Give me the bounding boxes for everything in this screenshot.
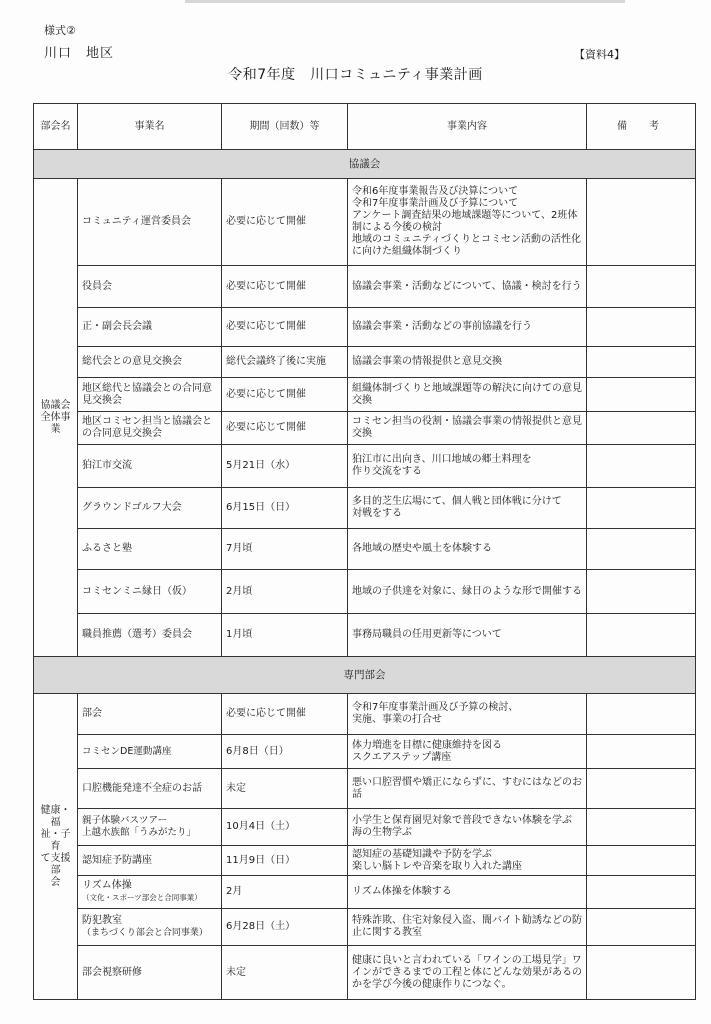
table-row <box>34 946 696 1000</box>
event-content: 特殊詐欺、住宅対象侵入盗、闇バイト勧誘などの防止に関する教室 <box>348 909 587 946</box>
event-name: 地区総代と協議会との合同意見交換会 <box>78 378 222 412</box>
event-name: 部会視察研修 <box>78 946 222 1000</box>
event-content: 事務局職員の任用更新等について <box>348 614 587 657</box>
event-name-sub: （文化・スポーツ部会と合同事業） <box>82 893 202 902</box>
event-name: 正・副会長会議 <box>78 308 222 347</box>
event-name: 認知症予防講座 <box>78 846 222 876</box>
event-name: 口腔機能発達不全症のお話 <box>78 769 222 809</box>
event-content: 令和7年度事業計画及び予算の検討、 実施、事業の打合せ <box>348 694 587 735</box>
event-period: 10月4日（土） <box>222 809 348 846</box>
section-header-row <box>34 657 696 694</box>
column-header: 備 考 <box>587 104 696 150</box>
district-label: 川口 地区 <box>44 46 115 61</box>
event-name: 職員推薦（選考）委員会 <box>78 614 222 657</box>
event-name: 狛江市交流 <box>78 445 222 488</box>
table-row <box>34 809 696 846</box>
table-row <box>34 909 696 946</box>
event-name: 地区コミセン担当と協議会との合同意見交換会 <box>78 412 222 445</box>
table-row <box>34 412 696 445</box>
event-period: 総代会議終了後に実施 <box>222 347 348 378</box>
event-note <box>587 694 696 735</box>
event-note <box>587 769 696 809</box>
event-period: 6月8日（日） <box>222 735 348 769</box>
event-content: 地域の子供達を対象に、縁日のような形で開催する <box>348 570 587 614</box>
event-content: 認知症の基礎知識や予防を学ぶ 楽しい脳トレや音楽を取り入れた講座 <box>348 846 587 876</box>
table-row <box>34 570 696 614</box>
event-content: 小学生と保育園児対象で普段できない体験を学ぶ 海の生物学ぶ <box>348 809 587 846</box>
column-header: 部会名 <box>34 104 78 150</box>
event-period: 必要に応じて開催 <box>222 378 348 412</box>
table-row <box>34 266 696 308</box>
table-row <box>34 488 696 529</box>
column-header: 事業内容 <box>348 104 587 150</box>
event-content: 悪い口腔習慣や矯正にならずに、すむにはなどのお話 <box>348 769 587 809</box>
event-note <box>587 378 696 412</box>
event-period: 5月21日（水） <box>222 445 348 488</box>
event-content: リズム体操を体験する <box>348 876 587 909</box>
column-header: 期間（回数）等 <box>222 104 348 150</box>
table-row <box>34 529 696 570</box>
event-period: 必要に応じて開催 <box>222 694 348 735</box>
table-row <box>34 308 696 347</box>
event-note <box>587 445 696 488</box>
table-row <box>34 876 696 909</box>
event-period: 未定 <box>222 769 348 809</box>
department-name: 協議会 全体事業 <box>34 179 78 657</box>
event-note <box>587 308 696 347</box>
event-period: 2月頃 <box>222 570 348 614</box>
event-content: 令和6年度事業報告及び決算について 令和7年度事業計画及び予算について アンケート調査結果の地域課題等について、2班体制による今後の検討 地域のコミュニティづくりとコミセン活動の活性化に向けた組織体制づくり <box>348 179 587 266</box>
event-period: 7月頃 <box>222 529 348 570</box>
event-content: 協議会事業・活動などについて、協議・検討を行う <box>348 266 587 308</box>
plan-table <box>33 103 696 1000</box>
event-period: 2月 <box>222 876 348 909</box>
form-number: 様式② <box>44 24 76 37</box>
section-header-row <box>34 150 696 179</box>
event-note <box>587 735 696 769</box>
event-period: 必要に応じて開催 <box>222 266 348 308</box>
event-name: 親子体験バスツアー 上越水族館「うみがたり」 <box>78 809 222 846</box>
event-name: 防犯教室 （まちづくり部会と合同事業） <box>78 909 222 946</box>
department-name: 健康・福 祉・子育 て支援部 会 <box>34 694 78 1000</box>
event-name: コミュニティ運営委員会 <box>78 179 222 266</box>
event-content: 組織体制づくりと地域課題等の解決に向けての意見交換 <box>348 378 587 412</box>
event-content: 健康に良いと言われている「ワインの工場見学」ワインができるまでの工程と体にどんな効果があるのかを学び今後の健康作りにつなぐ。 <box>348 946 587 1000</box>
event-note <box>587 570 696 614</box>
column-header: 事業名 <box>78 104 222 150</box>
event-name: 役員会 <box>78 266 222 308</box>
event-note <box>587 347 696 378</box>
event-content: 各地域の歴史や風土を体験する <box>348 529 587 570</box>
event-note <box>587 946 696 1000</box>
event-name: コミセンDE運動講座 <box>78 735 222 769</box>
header-row <box>34 104 696 150</box>
event-period: 1月頃 <box>222 614 348 657</box>
event-note <box>587 809 696 846</box>
event-note <box>587 846 696 876</box>
event-period: 11月9日（日） <box>222 846 348 876</box>
section-title: 協議会 <box>34 150 696 179</box>
event-name: 総代会との意見交換会 <box>78 347 222 378</box>
event-content: コミセン担当の役割・協議会事業の情報提供と意見交換 <box>348 412 587 445</box>
event-name: ふるさと塾 <box>78 529 222 570</box>
event-content: 体力増進を目標に健康維持を図る スクエアステップ講座 <box>348 735 587 769</box>
scan-edge-line <box>185 0 625 3</box>
document-title: 令和7年度 川口コミュニティ事業計画 <box>228 67 483 83</box>
event-content: 協議会事業・活動などの事前協議を行う <box>348 308 587 347</box>
event-note <box>587 529 696 570</box>
table-row <box>34 846 696 876</box>
event-period: 必要に応じて開催 <box>222 179 348 266</box>
event-name-sub: （まちづくり部会と合同事業） <box>82 928 208 938</box>
event-note <box>587 179 696 266</box>
table-row <box>34 694 696 735</box>
event-name: リズム体操 （文化・スポーツ部会と合同事業） <box>78 876 222 909</box>
reference-label: 【資料4】 <box>574 48 625 61</box>
table-row <box>34 769 696 809</box>
table-row <box>34 347 696 378</box>
event-name: コミセンミニ縁日（仮） <box>78 570 222 614</box>
event-period: 6月28日（土） <box>222 909 348 946</box>
event-content: 多目的芝生広場にて、個人戦と団体戦に分けて 対戦をする <box>348 488 587 529</box>
event-content: 協議会事業の情報提供と意見交換 <box>348 347 587 378</box>
table-row <box>34 735 696 769</box>
event-name: グラウンドゴルフ大会 <box>78 488 222 529</box>
event-period: 6月15日（日） <box>222 488 348 529</box>
table-row <box>34 445 696 488</box>
event-period: 必要に応じて開催 <box>222 308 348 347</box>
event-note <box>587 614 696 657</box>
event-note <box>587 488 696 529</box>
event-note <box>587 876 696 909</box>
event-period: 必要に応じて開催 <box>222 412 348 445</box>
table-row <box>34 378 696 412</box>
event-content: 狛江市に出向き、川口地域の郷土料理を 作り交流をする <box>348 445 587 488</box>
section-title: 専門部会 <box>34 657 696 694</box>
event-period: 未定 <box>222 946 348 1000</box>
event-note <box>587 412 696 445</box>
table-row <box>34 179 696 266</box>
event-note <box>587 909 696 946</box>
event-note <box>587 266 696 308</box>
event-name: 部会 <box>78 694 222 735</box>
table-row <box>34 614 696 657</box>
